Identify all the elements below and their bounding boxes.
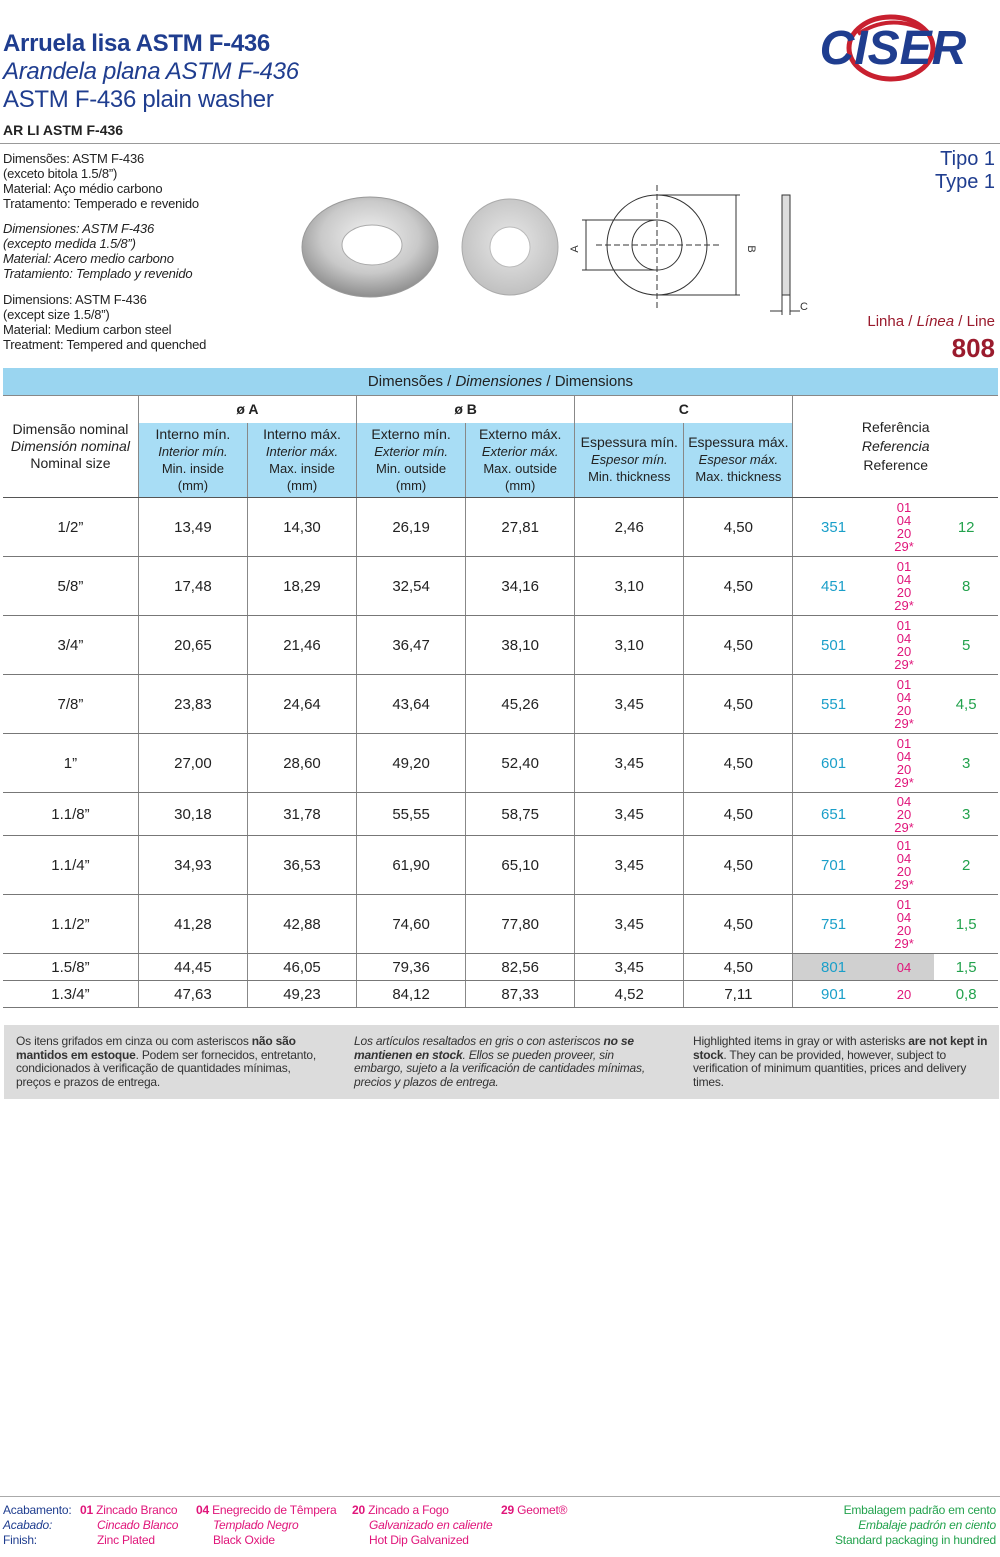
type-pt: Tipo 1 xyxy=(940,148,995,170)
finish-code: 01 xyxy=(896,897,912,912)
finish-code: 29* xyxy=(894,657,914,672)
cell-packaging: 12 xyxy=(934,498,998,557)
cell-finishes xyxy=(874,954,935,981)
finish-01: 01 Zincado Branco Cincado Blanco Zinc Plated xyxy=(80,1503,179,1547)
banner-en: / Dimensions xyxy=(546,372,634,390)
cell-value: 46,05 xyxy=(247,954,356,981)
cell-value: 34,16 xyxy=(466,557,575,616)
cell-size: 3/4” xyxy=(3,616,138,675)
finish-code: 01 xyxy=(896,736,912,751)
line-es: Línea xyxy=(916,313,955,330)
finish-code: 29* xyxy=(894,598,914,613)
cell-finishes xyxy=(874,498,935,557)
cell-value: 4,50 xyxy=(684,895,793,954)
cell-value: 13,49 xyxy=(138,498,247,557)
banner-pt: Dimensões / xyxy=(367,372,452,390)
cell-packaging: 4,5 xyxy=(934,675,998,734)
title-en: ASTM F-436 plain washer xyxy=(3,86,274,113)
cell-value: 4,50 xyxy=(684,616,793,675)
finish-code: 04 xyxy=(896,959,912,975)
finish-code: 20 xyxy=(896,762,912,777)
cell-value: 27,00 xyxy=(138,734,247,793)
group-a: ø A xyxy=(138,395,356,423)
cell-reference: 751 xyxy=(793,895,874,954)
cell-reference: 901 xyxy=(793,981,874,1008)
finish-code: 20 xyxy=(896,806,912,822)
nominal-es: Dimensión nominal xyxy=(10,437,130,454)
finish-code: 29* xyxy=(894,716,914,731)
cell-value: 77,80 xyxy=(466,895,575,954)
reference-pt: Referência xyxy=(861,418,930,435)
cell-packaging: 5 xyxy=(934,616,998,675)
finish-code: 20 xyxy=(896,703,912,718)
dimensions-table xyxy=(3,368,998,1008)
finish-code: 01 xyxy=(896,618,912,633)
finish-code: 04 xyxy=(896,690,912,705)
cell-value: 17,48 xyxy=(138,557,247,616)
cell-value: 23,83 xyxy=(138,675,247,734)
cell-finishes xyxy=(874,793,935,836)
cell-value: 49,20 xyxy=(357,734,466,793)
dim-label-a: A xyxy=(569,245,581,253)
cell-finishes xyxy=(874,734,935,793)
cell-reference: 701 xyxy=(793,836,874,895)
header-reference xyxy=(793,395,998,498)
cell-value: 31,78 xyxy=(247,793,356,836)
cell-value: 42,88 xyxy=(247,895,356,954)
cell-value: 28,60 xyxy=(247,734,356,793)
note-pt: Os itens grifados em cinza ou com asteriscos não são mantidos em estoque. Podem ser fornecidos, entretanto, condicionados à verificação de quantidades mínimas, preços e prazos de entrega. xyxy=(16,1034,316,1089)
cell-reference: 551 xyxy=(793,675,874,734)
table-row xyxy=(3,675,998,734)
cell-value: 58,75 xyxy=(466,793,575,836)
cell-value: 79,36 xyxy=(357,954,466,981)
cell-value: 49,23 xyxy=(247,981,356,1008)
reference-en: Reference xyxy=(863,456,928,473)
column-header: Externo máx. Exterior máx. Max. outside (mm) xyxy=(466,423,575,498)
group-c: C xyxy=(575,395,793,423)
spec-line: Treatment: Tempered and quenched xyxy=(3,337,207,352)
reference-es: Referencia xyxy=(861,437,930,454)
table-row xyxy=(3,836,998,895)
finish-code: 20 xyxy=(896,986,912,1002)
table-row xyxy=(3,557,998,616)
column-header: Externo mín. Exterior mín. Min. outside (mm) xyxy=(357,423,466,498)
line-sep: / xyxy=(958,313,963,330)
cell-value: 7,11 xyxy=(684,981,793,1008)
finish-code: 20 xyxy=(896,864,912,879)
table-row xyxy=(3,793,998,836)
cell-size: 1.3/4” xyxy=(3,981,138,1008)
cell-packaging: 1,5 xyxy=(934,895,998,954)
cell-value: 43,64 xyxy=(357,675,466,734)
cell-packaging: 3 xyxy=(934,793,998,836)
column-header: Interno mín. Interior mín. Min. inside (mm) xyxy=(138,423,247,498)
group-b: ø B xyxy=(357,395,575,423)
finish-code: 04 xyxy=(896,851,912,866)
packaging-pt: Embalagem padrão em cento xyxy=(843,1503,996,1517)
spec-line: Dimensões: ASTM F-436 xyxy=(3,151,145,166)
cell-value: 3,10 xyxy=(575,557,684,616)
finish-code: 20 xyxy=(896,644,912,659)
cell-packaging: 0,8 xyxy=(934,981,998,1008)
nominal-pt: Dimensão nominal xyxy=(12,420,129,437)
divider xyxy=(0,143,1000,144)
note-en: Highlighted items in gray or with asterisks are not kept in stock. They can be provided, however, subject to verification of minimum quantities, prices and delivery times. xyxy=(693,1034,988,1089)
title-pt: Arruela lisa ASTM F-436 xyxy=(3,30,270,57)
cell-value: 36,47 xyxy=(357,616,466,675)
specs-en xyxy=(3,292,206,352)
spec-line: Tratamiento: Templado y revenido xyxy=(3,266,193,281)
cell-value: 4,50 xyxy=(684,954,793,981)
cell-finishes xyxy=(874,981,935,1008)
finish-code: 29* xyxy=(894,936,914,951)
cell-value: 61,90 xyxy=(357,836,466,895)
finish-code: 29* xyxy=(894,775,914,790)
cell-value: 3,45 xyxy=(575,793,684,836)
cell-reference: 351 xyxy=(793,498,874,557)
finish-code: 29* xyxy=(894,877,914,892)
finish-code: 04 xyxy=(896,793,912,809)
cell-finishes xyxy=(874,895,935,954)
cell-value: 65,10 xyxy=(466,836,575,895)
cell-value: 4,50 xyxy=(684,793,793,836)
stock-notes xyxy=(4,1025,999,1099)
nominal-en: Nominal size xyxy=(30,454,111,471)
note-es: Los artículos resaltados en gris o con asteriscos no se mantienen en stock. Ellos se pueden proveer, sin embargo, sujeto a la verificación de cantidades mínimas, precios y plazos de entrega. xyxy=(354,1034,645,1089)
cell-reference: 801 xyxy=(793,954,874,981)
ciser-logo xyxy=(788,14,998,82)
cell-value: 4,50 xyxy=(684,675,793,734)
finish-code: 01 xyxy=(896,677,912,692)
table-row xyxy=(3,498,998,557)
finish-code: 01 xyxy=(896,838,912,853)
finish-code: 04 xyxy=(896,910,912,925)
table-row xyxy=(3,616,998,675)
cell-value: 20,65 xyxy=(138,616,247,675)
finish-code: 29* xyxy=(894,819,914,835)
cell-value: 14,30 xyxy=(247,498,356,557)
table-row xyxy=(3,954,998,981)
cell-value: 3,45 xyxy=(575,954,684,981)
finish-code: 04 xyxy=(896,749,912,764)
finish-code: 01 xyxy=(896,500,912,515)
cell-value: 55,55 xyxy=(357,793,466,836)
spec-line: (exceto bitola 1.5/8”) xyxy=(3,166,118,181)
dim-label-c: C xyxy=(800,301,808,313)
spec-line: (except size 1.5/8”) xyxy=(3,307,110,322)
cell-reference: 451 xyxy=(793,557,874,616)
cell-value: 30,18 xyxy=(138,793,247,836)
cell-value: 4,50 xyxy=(684,836,793,895)
table-row xyxy=(3,895,998,954)
cell-finishes xyxy=(874,616,935,675)
cell-value: 34,93 xyxy=(138,836,247,895)
table-banner xyxy=(3,368,998,395)
table-row xyxy=(3,981,998,1008)
finish-29: 29 Geomet® xyxy=(501,1503,568,1517)
cell-value: 3,10 xyxy=(575,616,684,675)
finish-label-en: Finish: xyxy=(3,1533,37,1547)
type-en: Type 1 xyxy=(934,171,995,193)
cell-packaging: 1,5 xyxy=(934,954,998,981)
cell-finishes xyxy=(874,557,935,616)
spec-line: Material: Aço médio carbono xyxy=(3,181,163,196)
cell-packaging: 2 xyxy=(934,836,998,895)
cell-packaging: 3 xyxy=(934,734,998,793)
finish-04: 04 Enegrecido de Têmpera Templado Negro Black Oxide xyxy=(196,1503,337,1547)
finish-code: 04 xyxy=(896,631,912,646)
spec-line: (excepto medida 1.5/8”) xyxy=(3,236,136,251)
cell-size: 1.1/4” xyxy=(3,836,138,895)
cell-value: 47,63 xyxy=(138,981,247,1008)
spec-line: Tratamento: Temperado e revenido xyxy=(3,196,199,211)
cell-finishes xyxy=(874,675,935,734)
cell-value: 3,45 xyxy=(575,836,684,895)
washer-photo-flat xyxy=(462,199,558,295)
cell-reference: 651 xyxy=(793,793,874,836)
finish-code: 01 xyxy=(896,559,912,574)
cell-value: 41,28 xyxy=(138,895,247,954)
cell-value: 4,52 xyxy=(575,981,684,1008)
washer-technical-drawing xyxy=(582,185,800,315)
cell-value: 38,10 xyxy=(466,616,575,675)
packaging-es: Embalaje padrón en ciento xyxy=(858,1518,996,1532)
finish-label-pt: Acabamento: xyxy=(3,1503,72,1517)
finish-label xyxy=(3,1503,72,1548)
cell-reference: 601 xyxy=(793,734,874,793)
dim-label-b: B xyxy=(745,245,757,253)
specs-pt xyxy=(3,151,199,211)
cell-value: 3,45 xyxy=(575,895,684,954)
cell-value: 3,45 xyxy=(575,734,684,793)
table-row xyxy=(3,734,998,793)
cell-value: 4,50 xyxy=(684,734,793,793)
product-code: AR LI ASTM F-436 xyxy=(3,122,124,138)
cell-value: 18,29 xyxy=(247,557,356,616)
column-header: Espessura máx. Espesor máx. Max. thickness xyxy=(684,423,793,498)
header-nominal xyxy=(3,395,138,498)
cell-value: 74,60 xyxy=(357,895,466,954)
finish-legend xyxy=(0,1496,1000,1557)
cell-value: 36,53 xyxy=(247,836,356,895)
cell-value: 82,56 xyxy=(466,954,575,981)
cell-value: 84,12 xyxy=(357,981,466,1008)
packaging-en: Standard packaging in hundred xyxy=(835,1533,996,1547)
cell-value: 21,46 xyxy=(247,616,356,675)
cell-reference: 501 xyxy=(793,616,874,675)
finish-code: 29* xyxy=(894,539,914,554)
cell-value: 32,54 xyxy=(357,557,466,616)
logo-text: CISER xyxy=(819,22,967,75)
column-header: Interno máx. Interior máx. Max. inside (mm) xyxy=(247,423,356,498)
finish-label-es: Acabado: xyxy=(3,1518,53,1532)
cell-value: 4,50 xyxy=(684,498,793,557)
cell-value: 26,19 xyxy=(357,498,466,557)
title-es: Arandela plana ASTM F-436 xyxy=(3,58,299,85)
finish-20: 20 Zincado a Fogo Galvanizado en caliente Hot Dip Galvanized xyxy=(352,1503,493,1547)
line-pt: Linha xyxy=(867,313,905,330)
cell-size: 7/8” xyxy=(3,675,138,734)
packaging-legend xyxy=(835,1503,996,1548)
finish-code: 20 xyxy=(896,585,912,600)
spec-line: Dimensions: ASTM F-436 xyxy=(3,292,147,307)
type-label xyxy=(935,148,995,194)
finish-code: 20 xyxy=(896,526,912,541)
finish-code: 20 xyxy=(896,923,912,938)
cell-value: 2,46 xyxy=(575,498,684,557)
cell-size: 1” xyxy=(3,734,138,793)
line-number: 808 xyxy=(951,333,995,363)
washer-illustration xyxy=(300,185,820,325)
cell-packaging: 8 xyxy=(934,557,998,616)
specs-es xyxy=(3,221,192,281)
cell-size: 1/2” xyxy=(3,498,138,557)
cell-value: 44,45 xyxy=(138,954,247,981)
finish-code: 04 xyxy=(896,572,912,587)
cell-value: 3,45 xyxy=(575,675,684,734)
column-header: Espessura mín. Espesor mín. Min. thickness xyxy=(575,423,684,498)
cell-value: 27,81 xyxy=(466,498,575,557)
finish-code: 04 xyxy=(896,513,912,528)
cell-size: 1.1/2” xyxy=(3,895,138,954)
line-label xyxy=(867,313,995,330)
banner-es: Dimensiones xyxy=(455,372,543,390)
cell-value: 45,26 xyxy=(466,675,575,734)
cell-value: 87,33 xyxy=(466,981,575,1008)
spec-line: Dimensiones: ASTM F-436 xyxy=(3,221,154,236)
line-en: Line xyxy=(966,313,995,330)
cell-value: 52,40 xyxy=(466,734,575,793)
washer-photo-angled xyxy=(302,197,438,297)
cell-value: 24,64 xyxy=(247,675,356,734)
cell-value: 4,50 xyxy=(684,557,793,616)
line-sep: / xyxy=(908,313,913,330)
cell-size: 1.1/8” xyxy=(3,793,138,836)
cell-size: 5/8” xyxy=(3,557,138,616)
cell-finishes xyxy=(874,836,935,895)
spec-line: Material: Acero medio carbono xyxy=(3,251,174,266)
cell-size: 1.5/8” xyxy=(3,954,138,981)
spec-line: Material: Medium carbon steel xyxy=(3,322,172,337)
